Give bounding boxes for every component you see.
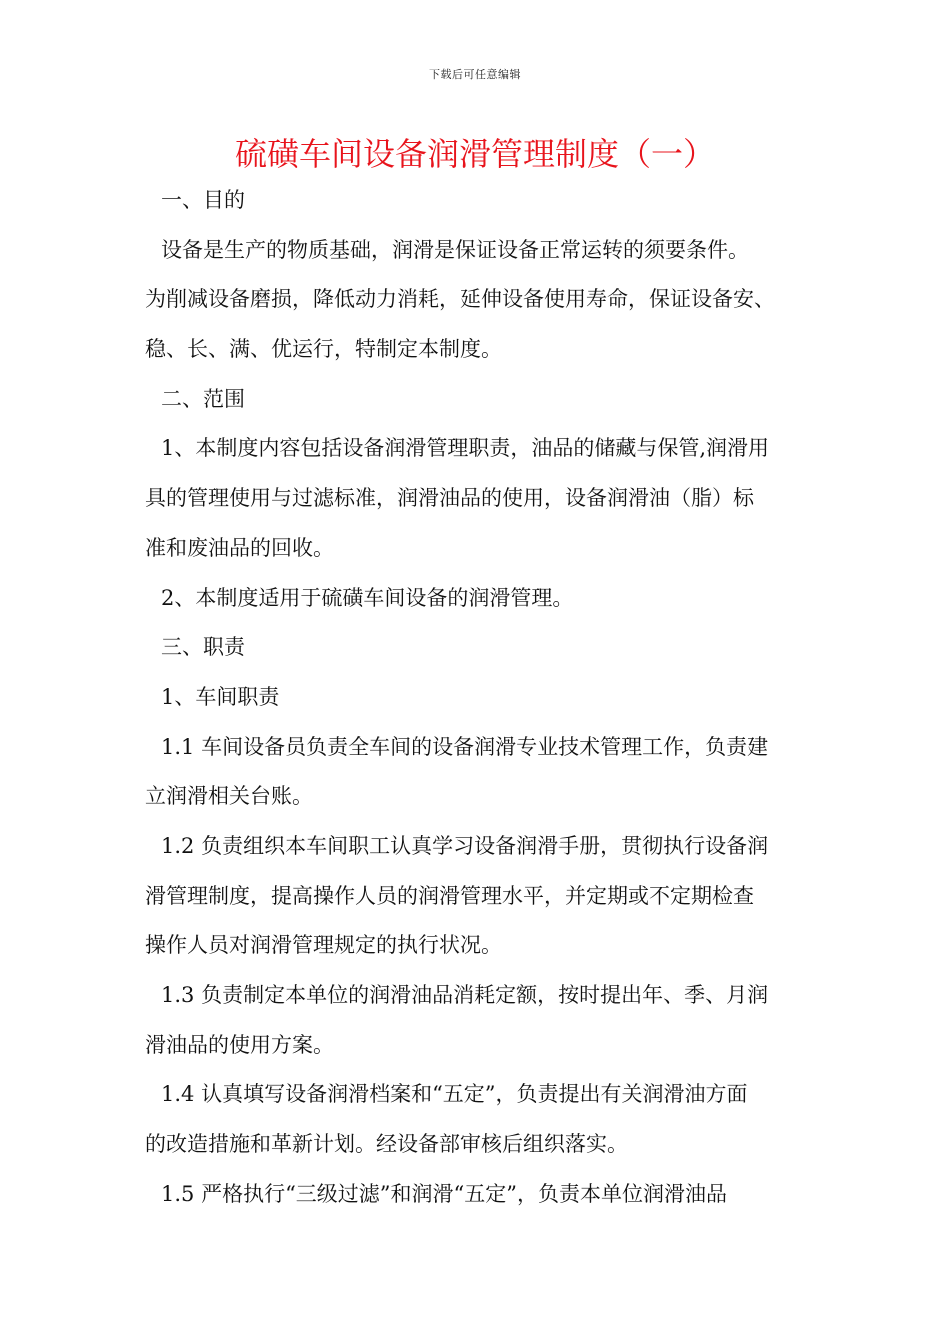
text-line: 滑管理制度，提高操作人员的润滑管理水平，并定期或不定期检查 xyxy=(145,883,754,908)
text-line: 立润滑相关台账。 xyxy=(145,784,313,809)
text-line: 为削减设备磨损，降低动力消耗，延伸设备使用寿命，保证设备安、 xyxy=(145,287,775,312)
text-line: 准和废油品的回收。 xyxy=(145,535,334,560)
text-line: 的改造措施和革新计划。经设备部审核后组织落实。 xyxy=(145,1132,628,1157)
text-line: 操作人员对润滑管理规定的执行状况。 xyxy=(145,933,502,958)
text-line: 1.5 严格执行“三级过滤”和润滑“五定”，负责本单位润滑油品 xyxy=(161,1181,728,1206)
text-line: 1.4 认真填写设备润滑档案和“五定”，负责提出有关润滑油方面 xyxy=(161,1082,748,1107)
text-line: 稳、长、满、优运行，特制定本制度。 xyxy=(145,337,502,362)
text-line: 滑油品的使用方案。 xyxy=(145,1032,334,1057)
text-line: 二、范围 xyxy=(161,386,245,411)
text-line: 一、目的 xyxy=(161,188,245,212)
text-line: 三、职责 xyxy=(161,635,245,660)
document-body xyxy=(145,180,825,1223)
text-line: 1.3 负责制定本单位的润滑油品消耗定额，按时提出年、季、月润 xyxy=(161,983,769,1007)
text-line: 具的管理使用与过滤标准，润滑油品的使用，设备润滑油（脂）标 xyxy=(145,486,754,511)
text-line: 1.2 负责组织本车间职工认真学习设备润滑手册，贯彻执行设备润 xyxy=(161,833,769,858)
text-line: 设备是生产的物质基础，润滑是保证设备正常运转的须要条件。 xyxy=(161,237,749,262)
text-line: 1、本制度内容包括设备润滑管理职责，油品的储藏与保管,润滑用 xyxy=(161,436,770,461)
text-line: 2、本制度适用于硫磺车间设备的润滑管理。 xyxy=(161,585,574,610)
document-title: 硫磺车间设备润滑管理制度（一） xyxy=(234,135,715,173)
text-line: 1、车间职责 xyxy=(161,684,280,709)
header-note: 下载后可任意编辑 xyxy=(429,68,521,81)
text-line: 1.1 车间设备员负责全车间的设备润滑专业技术管理工作，负责建 xyxy=(161,734,769,759)
